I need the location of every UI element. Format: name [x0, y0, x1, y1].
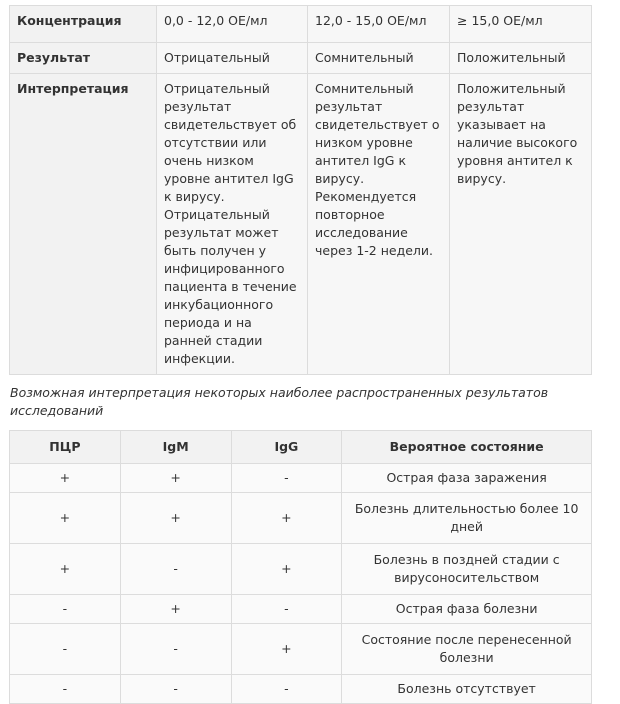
cell-igg: + — [231, 624, 342, 675]
interpretation-doubtful: Сомнительный результат свидетельствует о низком уровне антител IgG к вирусу. Рекомендуется повторное исследование через 1-2 недели. — [308, 74, 450, 375]
header-igg: IgG — [231, 431, 342, 464]
cell-igg: + — [231, 493, 342, 544]
interpretation-row — [10, 74, 592, 375]
interpretation-label: Интерпретация — [10, 74, 157, 375]
table-row — [10, 675, 592, 704]
table-row — [10, 544, 592, 595]
table-row — [10, 493, 592, 544]
cell-condition: Болезнь длительностью более 10 дней — [342, 493, 592, 544]
header-row — [10, 431, 592, 464]
cell-pcr: + — [10, 493, 121, 544]
result-row — [10, 43, 592, 74]
test-results-table — [9, 430, 592, 704]
cell-igg: - — [231, 464, 342, 493]
interpretation-negative: Отрицательный результат свидетельствует об отсутствии или очень низком уровне антител IgG к вирусу. Отрицательный результат может быть получен у инфицированного пациента в течение инкубационного периода и на ранней стадии инфекции. — [157, 74, 308, 375]
result-negative: Отрицательный — [157, 43, 308, 74]
concentration-positive-range: ≥ 15,0 ОЕ/мл — [450, 6, 592, 43]
table-caption: Возможная интерпретация некоторых наиболее распространенных результатов исследований — [10, 385, 549, 418]
cell-igg: - — [231, 675, 342, 704]
result-label: Результат — [10, 43, 157, 74]
cell-igm: + — [120, 595, 231, 624]
cell-pcr: + — [10, 464, 121, 493]
header-pcr: ПЦР — [10, 431, 121, 464]
cell-condition: Острая фаза заражения — [342, 464, 592, 493]
concentration-negative-range: 0,0 - 12,0 ОЕ/мл — [157, 6, 308, 43]
concentration-doubtful-range: 12,0 - 15,0 ОЕ/мл — [308, 6, 450, 43]
cell-condition: Болезнь в поздней стадии с вирусоносительством — [342, 544, 592, 595]
header-igm: IgM — [120, 431, 231, 464]
table-row — [10, 464, 592, 493]
table-row — [10, 595, 592, 624]
cell-pcr: + — [10, 544, 121, 595]
cell-condition: Острая фаза болезни — [342, 595, 592, 624]
cell-igm: - — [120, 624, 231, 675]
result-positive: Положительный — [450, 43, 592, 74]
interpretation-positive: Положительный результат указывает на наличие высокого уровня антител к вирусу. — [450, 74, 592, 375]
cell-igm: - — [120, 544, 231, 595]
result-doubtful: Сомнительный — [308, 43, 450, 74]
concentration-row — [10, 6, 592, 43]
header-condition: Вероятное состояние — [342, 431, 592, 464]
cell-condition: Болезнь отсутствует — [342, 675, 592, 704]
cell-pcr: - — [10, 624, 121, 675]
table-row — [10, 624, 592, 675]
cell-igg: + — [231, 544, 342, 595]
cell-igg: - — [231, 595, 342, 624]
cell-igm: - — [120, 675, 231, 704]
cell-igm: + — [120, 464, 231, 493]
cell-condition: Состояние после перенесенной болезни — [342, 624, 592, 675]
cell-igm: + — [120, 493, 231, 544]
cell-pcr: - — [10, 675, 121, 704]
concentration-label: Концентрация — [10, 6, 157, 43]
cell-pcr: - — [10, 595, 121, 624]
antibody-interpretation-table — [9, 5, 592, 375]
